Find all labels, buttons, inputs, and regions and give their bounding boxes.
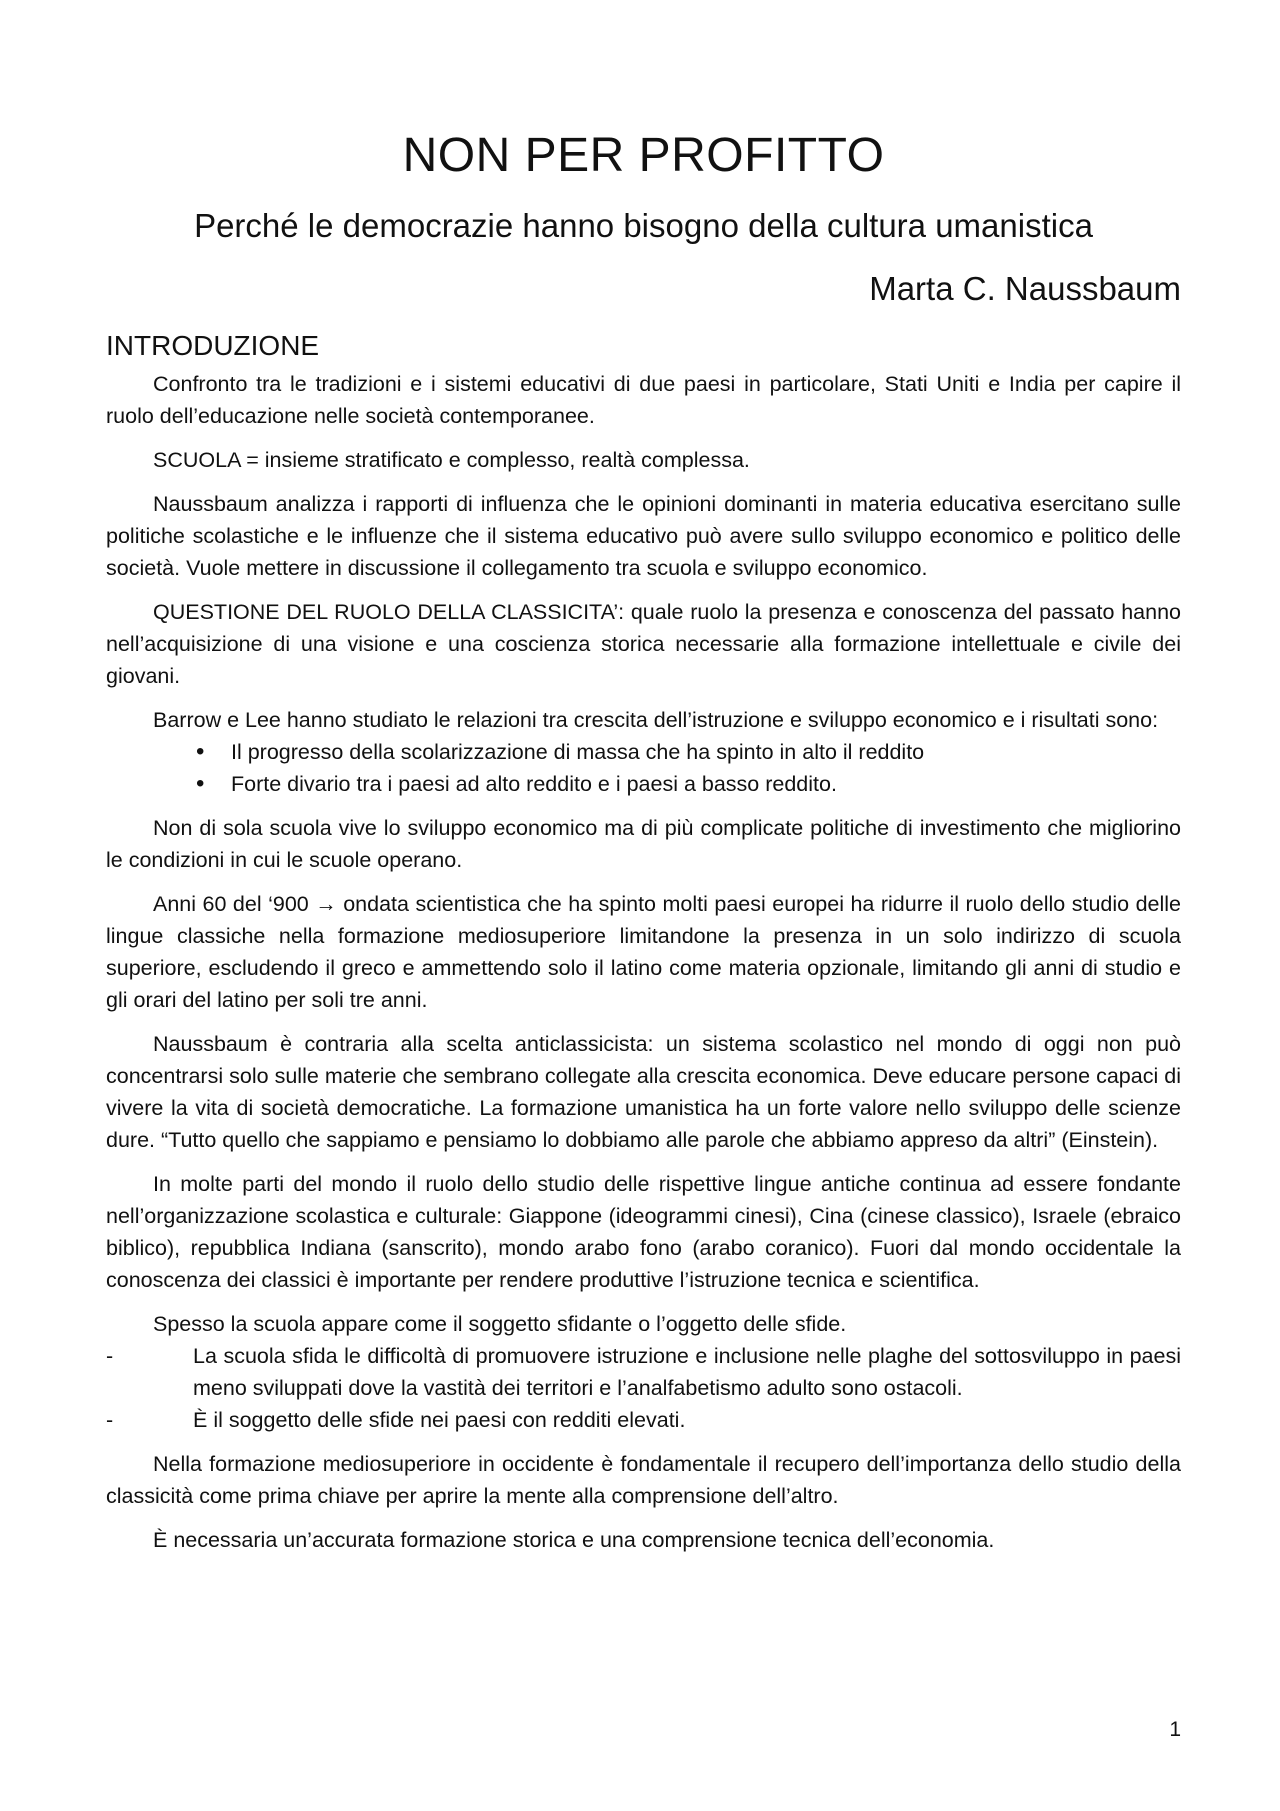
paragraph-5: Barrow e Lee hanno studiato le relazioni tra crescita dell’istruzione e sviluppo economico e i risultati sono: — [153, 708, 1159, 732]
section-heading: INTRODUZIONE — [106, 330, 320, 361]
bullet-item-1: • Il progresso della scolarizzazione di massa che ha spinto in alto il reddito — [106, 736, 1181, 768]
paragraph-7: Anni 60 del ‘900 → ondata scientistica che ha spinto molti paesi europei ha ridurre il ruolo dello studio delle lingue classiche nella formazione mediosuperiore limitandone la presenza in un solo indirizzo di scuola superiore, escludendo il greco e ammettendo solo il latino come materia opzionale, limitando gli anni di studio e gli orari del latino per soli tre anni. — [106, 892, 1181, 1012]
paragraph-12: È necessaria un’accurata formazione storica e una comprensione tecnica dell’economia. — [153, 1528, 995, 1552]
document-author: Marta C. Naussbaum — [869, 270, 1181, 307]
paragraph-11: Nella formazione mediosuperiore in occidente è fondamentale il recupero dell’importanza dello studio della classicità come prima chiave per aprire la mente alla comprensione dell’altro. — [106, 1452, 1181, 1508]
paragraph-9: In molte parti del mondo il ruolo dello studio delle rispettive lingue antiche continua ad essere fondante nell’organizzazione scolastica e culturale: Giappone (ideogrammi cinesi), Cina (cinese classico), Israele (ebraico biblico), repubblica Indiana (sanscrito), mondo arabo fono (arabo coranico). Fuori dal mondo occidentale la conoscenza dei classici è importante per rendere produttive l’istruzione tecnica e scientifica. — [106, 1172, 1181, 1292]
paragraph-2: SCUOLA = insieme stratificato e complesso, realtà complessa. — [153, 448, 750, 472]
dash-list — [106, 1340, 1181, 1436]
paragraph-6: Non di sola scuola vive lo sviluppo economico ma di più complicate politiche di investimento che migliorino le condizioni in cui le scuole operano. — [106, 816, 1181, 872]
bullet-list — [106, 736, 1181, 800]
paragraph-4: QUESTIONE DEL RUOLO DELLA CLASSICITA’: quale ruolo la presenza e conoscenza del passato hanno nell’acquisizione di una visione e una coscienza storica necessarie alla formazione intellettuale e civile dei giovani. — [106, 600, 1181, 688]
dash-item-1: - La scuola sfida le difficoltà di promuovere istruzione e inclusione nelle plaghe del sottosviluppo in paesi meno sviluppati dove la vastità dei territori e l’analfabetismo adulto sono ostacoli. — [106, 1340, 1181, 1404]
paragraph-3: Naussbaum analizza i rapporti di influenza che le opinioni dominanti in materia educativa esercitano sulle politiche scolastiche e le influenze che il sistema educativo può avere sullo sviluppo economico e politico delle società. Vuole mettere in discussione il collegamento tra scuola e sviluppo economico. — [106, 492, 1181, 580]
document-subtitle: Perché le democrazie hanno bisogno della cultura umanistica — [194, 207, 1093, 244]
paragraph-10: Spesso la scuola appare come il soggetto sfidante o l’oggetto delle sfide. — [153, 1312, 847, 1336]
dash-item-2: - È il soggetto delle sfide nei paesi con redditi elevati. — [106, 1404, 1181, 1436]
document-body — [106, 368, 1181, 1568]
bullet-item-2: • Forte divario tra i paesi ad alto reddito e i paesi a basso reddito. — [106, 768, 1181, 800]
page-number: 1 — [1169, 1718, 1181, 1741]
paragraph-1: Confronto tra le tradizioni e i sistemi educativi di due paesi in particolare, Stati Uniti e India per capire il ruolo dell’educazione nelle società contemporanee. — [106, 372, 1181, 428]
paragraph-8: Naussbaum è contraria alla scelta anticlassicista: un sistema scolastico nel mondo di oggi non può concentrarsi solo sulle materie che sembrano collegate alla crescita economica. Deve educare persone capaci di vivere la vita di società democratiche. La formazione umanistica ha un forte valore nello sviluppo delle scienze dure. “Tutto quello che sappiamo e pensiamo lo dobbiamo alle parole che abbiamo appreso da altri” (Einstein). — [106, 1032, 1181, 1152]
document-title: NON PER PROFITTO — [402, 129, 885, 182]
